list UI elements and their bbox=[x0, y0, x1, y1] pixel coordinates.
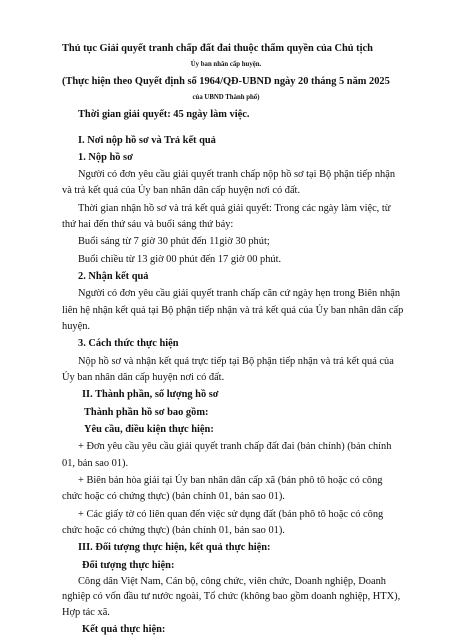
paragraph: Nộp hồ sơ và nhận kết quả trực tiếp tại Bộ phận tiếp nhận và trả kết quả của bbox=[78, 355, 394, 367]
paragraph: Người có đơn yêu cầu giải quyết tranh chấp căn cứ ngày hẹn trong Biên nhận bbox=[78, 288, 401, 300]
paragraph: Buổi sáng từ 7 giờ 30 phút đến 11giờ 30 phút; bbox=[78, 236, 270, 248]
paragraph: nghiệp có vốn đầu tư nước ngoài, Tổ chức (không bao gồm doanh nghiệp, HTX), bbox=[62, 591, 401, 603]
section-2-heading: II. Thành phần, số lượng hồ sơ bbox=[82, 389, 219, 401]
subheading-nop-ho-so: 1. Nộp hồ sơ bbox=[78, 151, 133, 163]
title-line-3: (Thực hiện theo Quyết định số 1964/QĐ-UBND ngày 20 tháng 5 năm 2025 bbox=[62, 75, 390, 87]
list-item: 01, bản sao 01). bbox=[62, 457, 129, 469]
subheading-doi-tuong: Đối tượng thực hiện: bbox=[82, 559, 175, 571]
paragraph: thứ hai đến thứ sáu và buổi sáng thứ bảy: bbox=[62, 219, 234, 230]
section-1-heading: I. Nơi nộp hồ sơ và Trả kết quả bbox=[78, 135, 216, 147]
list-item: + Biên bản hòa giải tại Ủy ban nhân dân cấp xã (bản phô tô hoặc có công bbox=[78, 474, 383, 486]
subheading-yeu-cau: Yêu cầu, điều kiện thực hiện: bbox=[84, 423, 214, 435]
paragraph: Thời gian nhận hồ sơ và trả kết quả giải quyết: Trong các ngày làm việc, từ bbox=[78, 202, 391, 214]
subheading-cach-thuc: 3. Cách thức thực hiện bbox=[78, 338, 179, 350]
deadline: Thời gian giải quyết: 45 ngày làm việc. bbox=[78, 109, 250, 121]
paragraph: Ủy ban nhân dân cấp huyện nơi có đất. bbox=[62, 372, 225, 383]
paragraph: Buổi chiều từ 13 giờ 00 phút đến 17 giờ 00 phút. bbox=[78, 253, 282, 265]
list-item: chức hoặc có chứng thực) (bản chính 01, bản sao 01). bbox=[62, 491, 285, 503]
title-line-4: của UBND Thành phố) bbox=[192, 94, 260, 102]
subheading-ket-qua: Kết quả thực hiện: bbox=[82, 624, 166, 635]
paragraph: huyện. bbox=[62, 321, 90, 332]
paragraph: liên hệ nhận kết quả tại Bộ phận tiếp nhận và trả kết quả của Ủy ban nhân dân cấp bbox=[62, 304, 404, 316]
paragraph: Hợp tác xã. bbox=[62, 606, 110, 618]
section-3-heading: III. Đối tượng thực hiện, kết quả thực hiện: bbox=[78, 542, 271, 554]
subheading-thanh-phan: Thành phần hồ sơ bao gồm: bbox=[84, 406, 209, 418]
subheading-nhan-ket-qua: 2. Nhận kết quả bbox=[78, 271, 149, 282]
paragraph: Công dân Việt Nam, Cán bộ, công chức, viên chức, Doanh nghiệp, Doanh bbox=[78, 575, 386, 587]
paragraph: và trả kết quả của Ủy ban nhân dân cấp huyện nơi có đất. bbox=[62, 185, 301, 197]
title-line-2: Ủy ban nhân cấp huyện. bbox=[190, 61, 262, 69]
list-item: + Đơn yêu cầu yêu cầu giải quyết tranh chấp đất đai (bản chính) (bản chính bbox=[78, 441, 392, 453]
paragraph: Người có đơn yêu cầu giải quyết tranh chấp nộp hồ sơ tại Bộ phận tiếp nhận bbox=[78, 169, 396, 180]
list-item: chức hoặc có chứng thực) (bản chính 01, bản sao 01). bbox=[62, 524, 285, 536]
title-line-1: Thủ tục Giải quyết tranh chấp đất đai thuộc thẩm quyền của Chủ tịch bbox=[62, 43, 373, 54]
list-item: + Các giấy tờ có liên quan đến việc sử dụng đất (bản phô tô hoặc có công bbox=[78, 508, 384, 520]
